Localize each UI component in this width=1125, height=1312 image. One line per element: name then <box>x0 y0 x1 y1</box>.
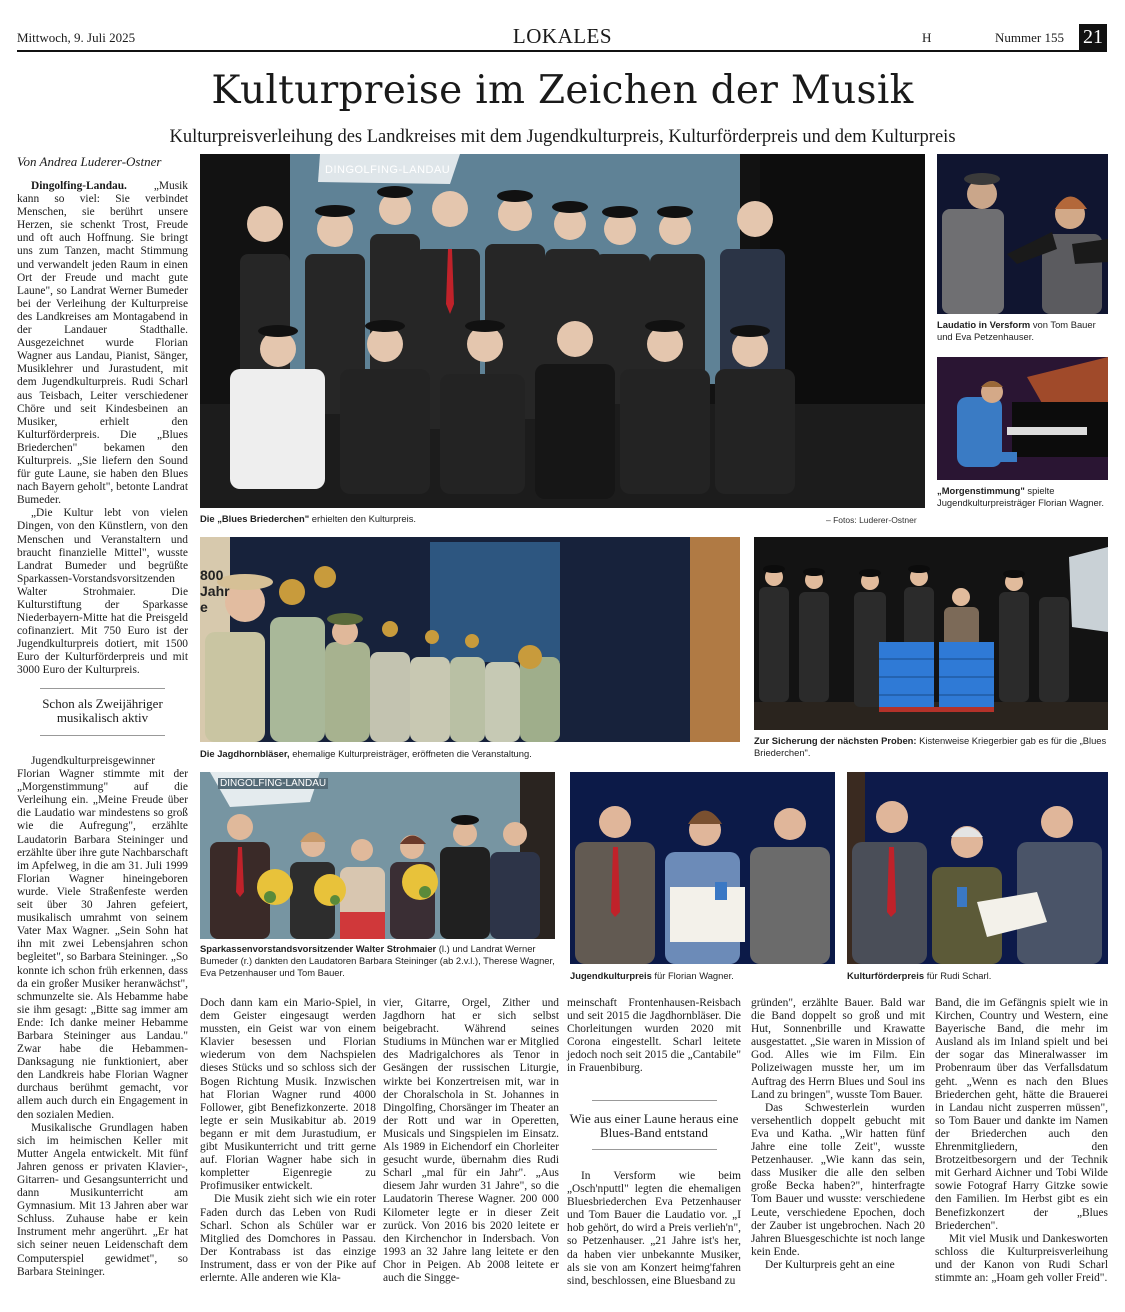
headline: Kulturpreise im Zeichen der Musik <box>211 68 914 113</box>
subheadline: Kulturpreisverleihung des Landkreises mit dem Jugendkulturpreis, Kulturförderpreis und dem Kulturpreis <box>169 127 956 147</box>
article-column-5 <box>751 997 925 1272</box>
anniversary-sign: 800 Jahre <box>200 567 230 615</box>
paragraph: Jugendkulturpreisgewinner Florian Wagner stimmte mit der „Morgenstimmung" auf die Verleihung ein. „Meine Freude über die Laudatio war mindestens so groß wie die Aufregung", erzählte Laudatorin Barbara Steininger und erzählte über ihre gute Nachbarschaft im Apfelweg, in die am 31. Juli 1999 Florian Wagner hineingeboren wurde. Viele Straßenfeste werden seit über 30 Jahren gefeiert, musikalisch umrahmt von seinem Vater Max Wagner. „Sein Sohn hat ihn mit zwei Lebensjahren schon begleitet", so Barbara Steininger. „So konnte ich schon früh erkennen, dass da ein großer Musiker heranwächst", schmunzelte sie. Als Hebamme habe sie ihm gesagt: „Bitte sag immer am Ende: Ich danke meiner Hebamme Barbara Steininger aus Landau." Zwar habe die Hebammen-Danksagung nie funktioniert, aber den Landkreis habe Florian Wagner durchaus berühmt gemacht, vor allem auch durch ein Engagement in den sozialen Medien. <box>17 755 188 1121</box>
photo-blues-briederchen <box>200 154 925 508</box>
edition-letter: H <box>922 30 932 45</box>
issue-number: Nummer 155 <box>995 30 1064 45</box>
paragraph: meinschaft Frontenhausen-Reisbach und seit 2015 die Jagdhornbläser. Die Chorleitungen wurden 2020 mit Corona eingestellt. Scharl leitete jedoch noch seit 2015 die „Cantabile" in Frauenbiburg. <box>567 997 741 1075</box>
subhead-rule <box>592 1149 717 1150</box>
stage-banner-text: DINGOLFING-LANDAU <box>220 778 327 789</box>
caption-text: erhielten den Kulturpreis. <box>309 513 417 524</box>
paragraph: Die Musik zieht sich wie ein roter Faden durch das Leben von Rudi Scharl. Schon als Schüler war er Mitglied des Domchores in Passau. Der Kontrabass ist das einzige Instrument, dass er von der Pike auf erlernte. Alle anderen wie Kla- <box>200 1193 376 1284</box>
caption-text: von Tom Bauer und Eva Petzenhauser. <box>937 319 1096 342</box>
caption-bold: Sparkassenvorstandsvorsitzender Walter Strohmaier <box>200 943 437 954</box>
subhead-rule <box>592 1100 717 1101</box>
photo-credit: – Fotos: Luderer-Ostner <box>826 515 917 525</box>
caption-text: Kistenweise Kriegerbier gab es für die „Blues Briederchen". <box>754 735 1107 758</box>
caption-text: (l.) und Landrat Werner Bumeder (r.) dankten den Laudatoren Barbara Steininger (ab 2.v.l.), Therese Wagner, Eva Petzenhauser und Tom Bauer. <box>200 943 555 978</box>
paragraph: Doch dann kam ein Mario-Spiel, in dem Geister eingesaugt werden mussten, ein Geist war von einem Klavier besessen und Florian wiederum von dem Nachspielen dieses Stücks und so schloss sich der Bogen Richtung Musik. Inzwischen hat Florian Wagner rund 4000 Follower, gibt Benefizkonzerte. 2018 legte er sein Musikabitur ab. 2019 begann er mit dem Jurastudium, er gibt Musikunterricht und tritt gerne auf. Florian Wagner habe sich in kompletter Eigenregie zu Profimusiker entwickelt. <box>200 997 376 1193</box>
subhead-rule <box>40 735 165 736</box>
article-column-4 <box>567 997 741 1076</box>
header-rule <box>17 50 1107 52</box>
caption-jugendkulturpreis <box>570 970 835 982</box>
photo-jugendkulturpreis <box>570 772 835 964</box>
article-column-1b <box>17 755 188 1279</box>
photo-morgenstimmung <box>937 357 1108 480</box>
caption-bold: Zur Sicherung der nächsten Proben: <box>754 735 917 746</box>
caption-laudatio <box>937 319 1108 343</box>
paragraph: gründen", erzählte Bauer. Bald war die Band doppelt so groß und mit Hut, Sonnenbrille und Krawatte ausgestattet. „Sie waren in Mission of God. Alles wie im Film. Ein Polizeiwagen musste her, um im Auftrag des Herrn Blues und Soul ins Land zu bringen", wusste Tom Bauer. <box>751 997 925 1101</box>
paragraph: Der Kulturpreis geht an eine <box>765 1258 895 1271</box>
paragraph: Mit viel Musik und Dankesworten schloss die Kulturpreisverleihung und der Kanon von Rudi Scharl stimmte an: „Hoam geh voller Freid". <box>935 1232 1108 1284</box>
paragraph: „Die Kultur lebt von vielen Dingen, von den Künstlern, von den Menschen und Veranstaltern und braucht finanzielle Mittel", wusste Landrat Bumeder und begrüßte Sparkassen-Vorstandsvorsitzenden Walter Strohmaier. Die Kulturstiftung der Sparkasse Niederbayern-Mitte hat die Preisgeld cofinanziert. Mit 750 Euro ist der Jugendkulturpreis dotiert, mit 1500 Euro der Kulturförderpreis und mit 3000 Euro der Kulturpreis. <box>17 507 188 677</box>
caption-morgenstimmung <box>937 485 1108 509</box>
paragraph: Band, die im Gefängnis spielt wie in Kirchen, Country und Western, eine Bayerische Band, die mehr im Ausland als im Inland spielt und bei der sogar das Mineralwasser im Probenraum über das Verfallsdatum geht. „Wenn es nach den Blues Briederchen geht, hätte die Brauerei in Landau nicht zusperren müssen", so Tom Bauer und dankte im Namen der Briederchen auch den Ehrenmitgliedern, den Brotzeitbesorgern und der Technik mit Gerhard Aichner und Tobi Wilde sowie Fotograf Harry Gitzke sowie den Familien. Im Herbst gibt es ein Benefizkonzert der „Blues Briederchen". <box>935 997 1108 1232</box>
paragraph <box>17 180 188 507</box>
byline: Von Andrea Luderer-Ostner <box>17 154 162 169</box>
article-column-6 <box>935 997 1108 1285</box>
paragraph: In Versform wie beim „Osch'nputtl" legten die ehemaligen Bluesbriederchen Eva Petzenhauser und Tom Bauer die Laudatio vor. „I hob gehört, do wird a Preis verlieh'n", so Petzenhauser. „21 Jahre ist's her, da haben vier unbekannte Musiker, als sie von am Konzert heimg'fahren sind, beschlossen, eine Bluesband zu <box>567 1170 741 1287</box>
paragraph: Das Schwesterlein wurden versehentlich doppelt gebucht mit Eva und Katha. „Wir hatten fünf Jahre eine tolle Zeit", wusste Petzenhauser. „Wie kann das sein, dass Musiker die alle den selben große Becka haben?", hinterfragte Tom Bauer und wusste: verschiedene Leute, verschiedene Epochen, doch der Zauber ist ungebrochen. Nach 20 Jahren Bluesgeschichte ist noch lange kein Ende. <box>751 1101 925 1258</box>
article-column-4b <box>567 1170 741 1288</box>
photo-sparkasse-laudatoren <box>200 772 555 939</box>
caption-bold: Laudatio in Versform <box>937 319 1031 330</box>
subhead-zweijaehriger: Schon als Zweijähriger musikalisch aktiv <box>42 696 163 725</box>
caption-jagdhornblaeser <box>200 748 740 760</box>
issue-date: Mittwoch, 9. Juli 2025 <box>17 30 136 45</box>
photo-kulturfoerderpreis <box>847 772 1108 964</box>
paragraph: vier, Gitarre, Orgel, Zither und Jagdhorn hat er sich selbst beigebracht. Während seines Studiums in München war er Mitglied des Madrigalchores als Tenor in Gesängen der russischen Liturgie, wirkte bei Konzertreisen mit, war in der Choralschola in St. Johannes in Dingolfing, Chorsänger im Theater an der Rott und war in Operetten, Musicals und Singspielen im Einsatz. Als 1989 in Eichendorf ein Chorleiter gesucht wurde, übernahm dies Rudi Scharl „mal für ein Jahr". „Aus diesem Jahr wurden 31 Jahre", so die Laudatorin Therese Wagner. 200 000 Kilometer legte er in dieser Zeit zurück. Von 2016 bis 2020 leitete er den Kirchenchor in Indersbach. Von 1993 an 32 Jahre lang leitete er den Chor in Peigen. Ab 2008 leitete er auch die Singge- <box>383 997 559 1284</box>
caption-bold: Jugendkulturpreis <box>570 970 652 981</box>
caption-blues-briederchen <box>200 513 760 525</box>
photo-jagdhornblaeser <box>200 537 740 742</box>
paragraph: Musikalische Grundlagen haben sich im heimischen Keller mit Mutter Angela entwickelt. Mit fünf Jahren genoss er privaten Klavier-, Gitarren- und Gesangsunterricht und dann Musikunterricht am Gymnasium. Mit 13 Jahren aber war Schluss. Zuhause habe er kein Instrument mehr angerührt. „Er hat sich seiner neuen Leidenschaft dem Computerspiel gewidmet", so Barbara Steininger. <box>17 1121 188 1278</box>
caption-kulturfoerderpreis <box>847 970 1108 982</box>
caption-bold: Die Jagdhornbläser, <box>200 748 290 759</box>
section-title: LOKALES <box>512 24 613 48</box>
caption-bold: Die „Blues Briederchen" <box>200 513 310 524</box>
dateline: Dingolfing-Landau. <box>31 180 127 192</box>
subhead-blues-band: Wie aus einer Laune heraus eine Blues-Band entstand <box>569 1111 739 1140</box>
caption-kriegerbier <box>754 735 1108 759</box>
subhead-rule <box>40 688 165 689</box>
article-column-1 <box>17 180 188 678</box>
caption-sparkasse-laudatoren <box>200 943 555 979</box>
photo-laudatio <box>937 154 1108 314</box>
article-column-2 <box>200 997 376 1285</box>
article-column-3 <box>383 997 559 1285</box>
caption-text: für Rudi Scharl. <box>924 970 992 981</box>
stage-banner-text: DINGOLFING-LANDAU <box>325 164 451 176</box>
caption-text: ehemalige Kulturpreisträger, eröffneten die Veranstaltung. <box>289 748 532 759</box>
caption-bold: „Morgenstimmung" <box>937 485 1025 496</box>
caption-text: spielte Jugendkulturpreisträger Florian Wagner. <box>937 485 1104 508</box>
paragraph-text: „Musik kann so viel: Sie verbindet Menschen, sie berührt unsere Herzen, sie schenkt Trost, Freude und oft auch Hoffnung. Sie bringt uns zum Tanzen, macht Stimmung und verwandelt jeden Raum in einen Ort der Freude und macht gute Laune", so Landrat Werner Bumeder bei der Verleihung der Kulturpreise des Landkreises am Montagabend in der Landauer Stadthalle. Ausgezeichnet wurde Florian Wagner aus Landau, Pianist, Sänger, Musiklehrer und Jurastudent, mit dem Jugendkulturpreis. Rudi Scharl aus Teisbach, Leiter verschiedener Chöre und seit Kindesbeinen an Musiker, erhielt den Kulturförderpreis. Die „Blues Briederchen" bekamen den Kulturpreis. „Sie liefern den Sound für gute Laune, sie haben den Blues nach Bayern geholt", betonte Landrat Bumeder. <box>17 180 188 507</box>
caption-text: für Florian Wagner. <box>651 970 734 981</box>
caption-bold: Kulturförderpreis <box>847 970 925 981</box>
page-number: 21 <box>1079 24 1107 50</box>
photo-kriegerbier <box>754 537 1108 730</box>
